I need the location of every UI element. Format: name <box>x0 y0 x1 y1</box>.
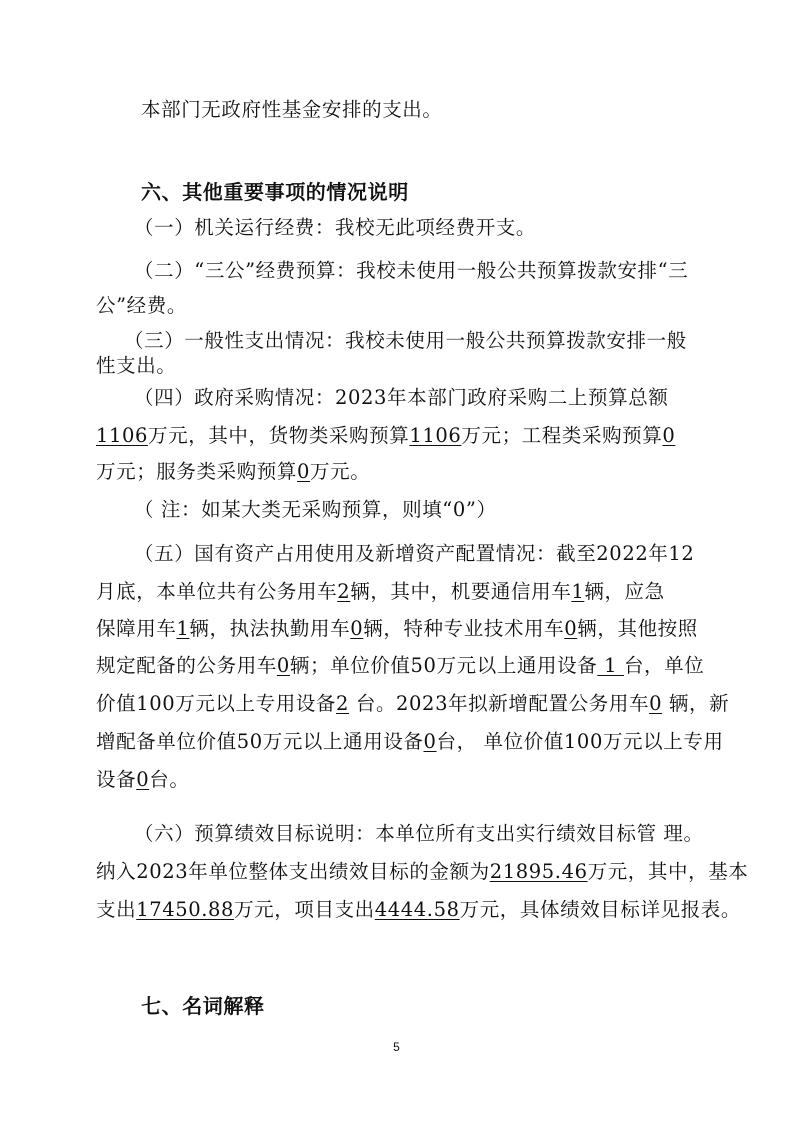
item-1-line: （一）机关运行经费：我校无此项经费开支。 <box>134 216 537 239</box>
text-span: 辆；单位价值50万元以上通用设备 <box>289 654 598 677</box>
text-span: 辆，其他按照 <box>577 617 698 640</box>
page-number: 5 <box>393 1040 400 1054</box>
project-expenditure-amount: 4444.58 <box>374 898 460 921</box>
text-span: 保障用车 <box>96 617 177 640</box>
item-6-line-3 <box>0 896 793 924</box>
text-span: 万元；工程类采购预算 <box>461 424 663 447</box>
works-procurement: 0 <box>662 424 676 447</box>
text-span: 万元，其中，货物类采购预算 <box>148 424 410 447</box>
text-span: 价值100万元以上专用设备 <box>96 692 337 715</box>
text-span: 规定配备的公务用车 <box>96 654 277 677</box>
comm-cars-count: 1 <box>571 580 585 603</box>
item-4-note: （ 注：如某大类无采购预算，则填“0”） <box>134 498 497 521</box>
text-span: 辆，新 <box>662 692 730 715</box>
text-span: 台，单位 <box>623 654 705 677</box>
general-equipment-count: 1 <box>597 654 624 677</box>
emergency-cars-count: 1 <box>176 617 190 640</box>
text-span: 万元，具体绩效目标详见报表。 <box>459 898 742 921</box>
item-5-line-3 <box>0 615 793 643</box>
item-5-line-6 <box>0 728 793 756</box>
item-3-line-2: 性支出。 <box>96 354 177 377</box>
text-span: 增配备单位价值50万元以上通用设备 <box>96 730 424 753</box>
text-span: 台， 单位价值100万元以上专用 <box>436 730 724 753</box>
item-5-line-4 <box>0 652 793 680</box>
text-span: 万元，项目支出 <box>234 898 375 921</box>
section-7-heading: 七、名词解释 <box>141 994 265 1018</box>
other-cars-count: 0 <box>276 654 290 677</box>
item-2-line-2: 公”经费。 <box>96 294 187 317</box>
text-span: 纳入2023年单位整体支出绩效目标的金额为 <box>96 860 490 883</box>
paragraph-intro: 本部门无政府性基金安排的支出。 <box>141 98 443 121</box>
new-general-equipment-count: 0 <box>423 730 437 753</box>
services-procurement: 0 <box>297 460 311 483</box>
item-5-line-7 <box>0 766 793 794</box>
item-2-line-1: （二）“三公”经费预算：我校未使用一般公共预算拨款安排“三 <box>134 259 689 282</box>
basic-expenditure-amount: 17450.88 <box>136 898 235 921</box>
text-span: 辆，执法执勤用车 <box>189 617 351 640</box>
text-span: 万元；服务类采购预算 <box>96 460 298 483</box>
new-dedicated-equipment-count: 0 <box>136 768 150 791</box>
text-span: 设备 <box>96 768 137 791</box>
procurement-total: 1106 <box>96 424 149 447</box>
text-span: 万元。 <box>310 460 371 483</box>
item-4-line-2 <box>0 422 793 450</box>
text-span: 台。2023年拟新增配置公务用车 <box>349 692 650 715</box>
item-3-line-1: （三）一般性支出情况：我校未使用一般公共预算拨款安排一般 <box>124 329 687 352</box>
dedicated-equipment-count: 2 <box>336 692 350 715</box>
new-cars-count: 0 <box>649 692 663 715</box>
text-span: 辆，应急 <box>584 580 665 603</box>
goods-procurement: 1106 <box>409 424 462 447</box>
text-span: 月底，本单位共有公务用车 <box>96 580 338 603</box>
text-span: 台。 <box>149 768 190 791</box>
text-span: 支出 <box>96 898 137 921</box>
law-cars-count: 0 <box>350 617 364 640</box>
item-5-line-2 <box>0 578 793 606</box>
official-cars-count: 2 <box>337 580 351 603</box>
text-span: 辆，其中，机要通信用车 <box>350 580 572 603</box>
performance-total-amount: 21895.46 <box>489 860 588 883</box>
text-span: 万元，其中，基本 <box>587 860 749 883</box>
item-5-line-5 <box>0 690 793 718</box>
item-5-line-1: （五）国有资产占用使用及新增资产配置情况：截至2022年12 <box>134 542 695 565</box>
text-span: 辆，特种专业技术用车 <box>363 617 565 640</box>
item-6-line-2 <box>0 858 793 886</box>
section-6-heading: 六、其他重要事项的情况说明 <box>141 180 409 204</box>
item-6-line-1: （六）预算绩效目标说明：本单位所有支出实行绩效目标管 理。 <box>134 822 704 845</box>
item-4-line-1: （四）政府采购情况：2023年本部门政府采购二上预算总额 <box>134 386 669 409</box>
item-4-line-3 <box>0 458 793 486</box>
special-cars-count: 0 <box>564 617 578 640</box>
